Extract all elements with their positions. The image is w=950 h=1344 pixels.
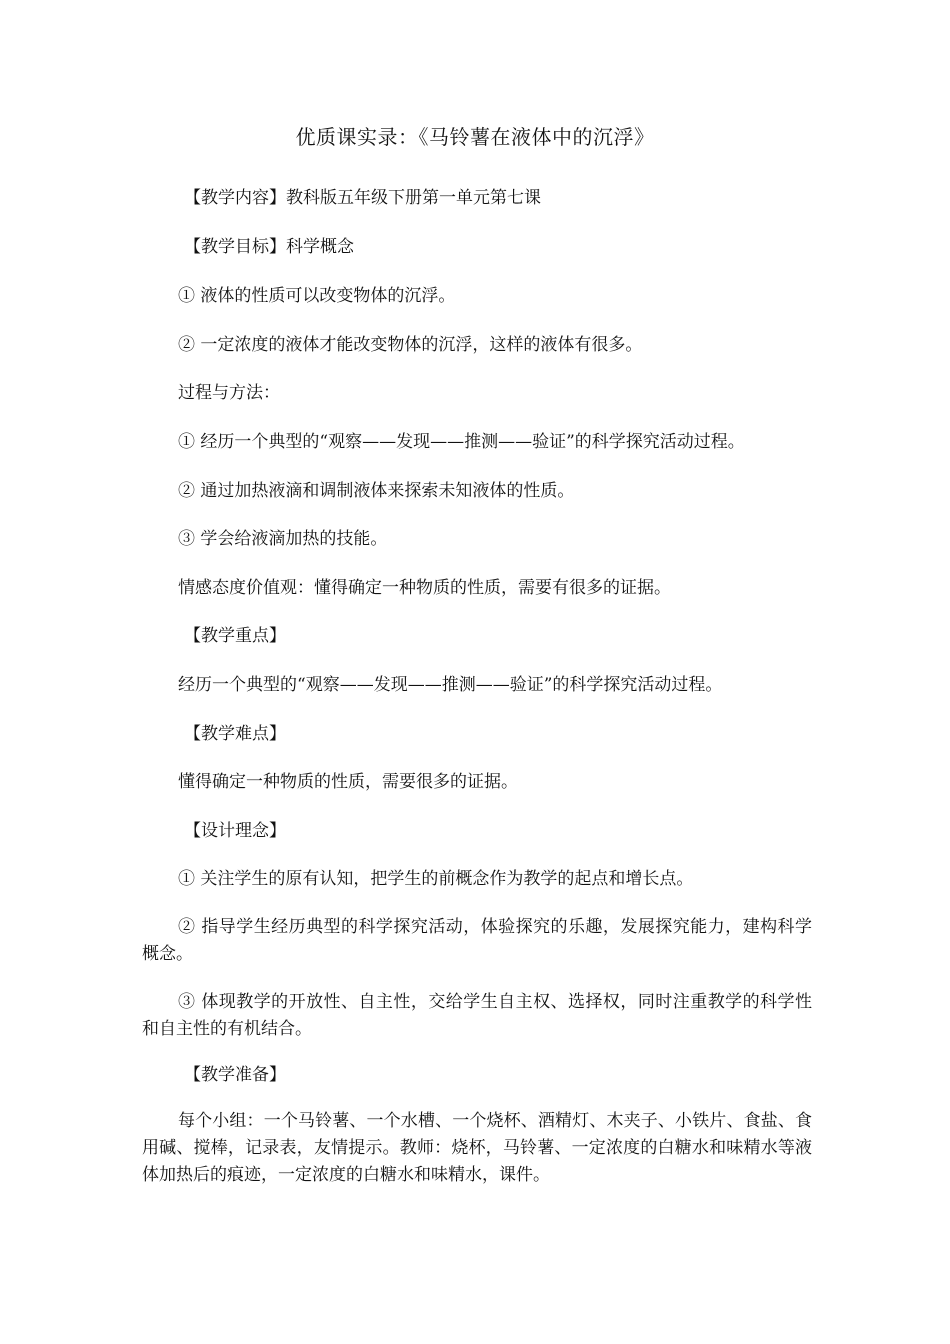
- difficulty-heading: 【教学难点】: [184, 724, 286, 744]
- process-item-1: ① 经历一个典型的“观察——发现——推测——验证”的科学探究活动过程。: [178, 432, 745, 452]
- concept-item-2: ② 一定浓度的液体才能改变物体的沉浮，这样的液体有很多。: [178, 335, 643, 355]
- key-heading: 【教学重点】: [184, 626, 286, 646]
- prep-heading: 【教学准备】: [184, 1065, 286, 1085]
- key-text: 经历一个典型的“观察——发现——推测——验证”的科学探究活动过程。: [178, 675, 723, 695]
- document-title: 优质课实录：《马铃薯在液体中的沉浮》: [295, 125, 655, 149]
- process-item-2: ② 通过加热液滴和调制液体来探索未知液体的性质。: [178, 481, 575, 501]
- design-item-2: ② 指导学生经历典型的科学探究活动，体验探究的乐趣，发展探究能力，建构科学概念。: [142, 917, 812, 964]
- difficulty-text: 懂得确定一种物质的性质，需要很多的证据。: [178, 772, 518, 792]
- design-item-1: ① 关注学生的原有认知，把学生的前概念作为教学的起点和增长点。: [178, 869, 694, 889]
- process-heading: 过程与方法：: [178, 383, 280, 403]
- design-heading: 【设计理念】: [184, 821, 286, 841]
- teaching-content-line: 【教学内容】教科版五年级下册第一单元第七课: [184, 188, 541, 208]
- concept-item-1: ① 液体的性质可以改变物体的沉浮。: [178, 286, 456, 306]
- emotion-line: 情感态度价值观：懂得确定一种物质的性质，需要有很多的证据。: [178, 578, 671, 598]
- process-item-3: ③ 学会给液滴加热的技能。: [178, 529, 388, 549]
- teaching-goal-line: 【教学目标】科学概念: [184, 237, 354, 257]
- prep-text: 每个小组：一个马铃薯、一个水槽、一个烧杯、酒精灯、木夹子、小铁片、食盐、食用碱、搅棒，记录表，友情提示。教师：烧杯，马铃薯、一定浓度的白糖水和味精水等液体加热后的痕迹，一定浓度的白糖水和味精水，课件。: [142, 1111, 812, 1185]
- design-item-3: ③ 体现教学的开放性、自主性，交给学生自主权、选择权，同时注重教学的科学性和自主性的有机结合。: [142, 992, 812, 1039]
